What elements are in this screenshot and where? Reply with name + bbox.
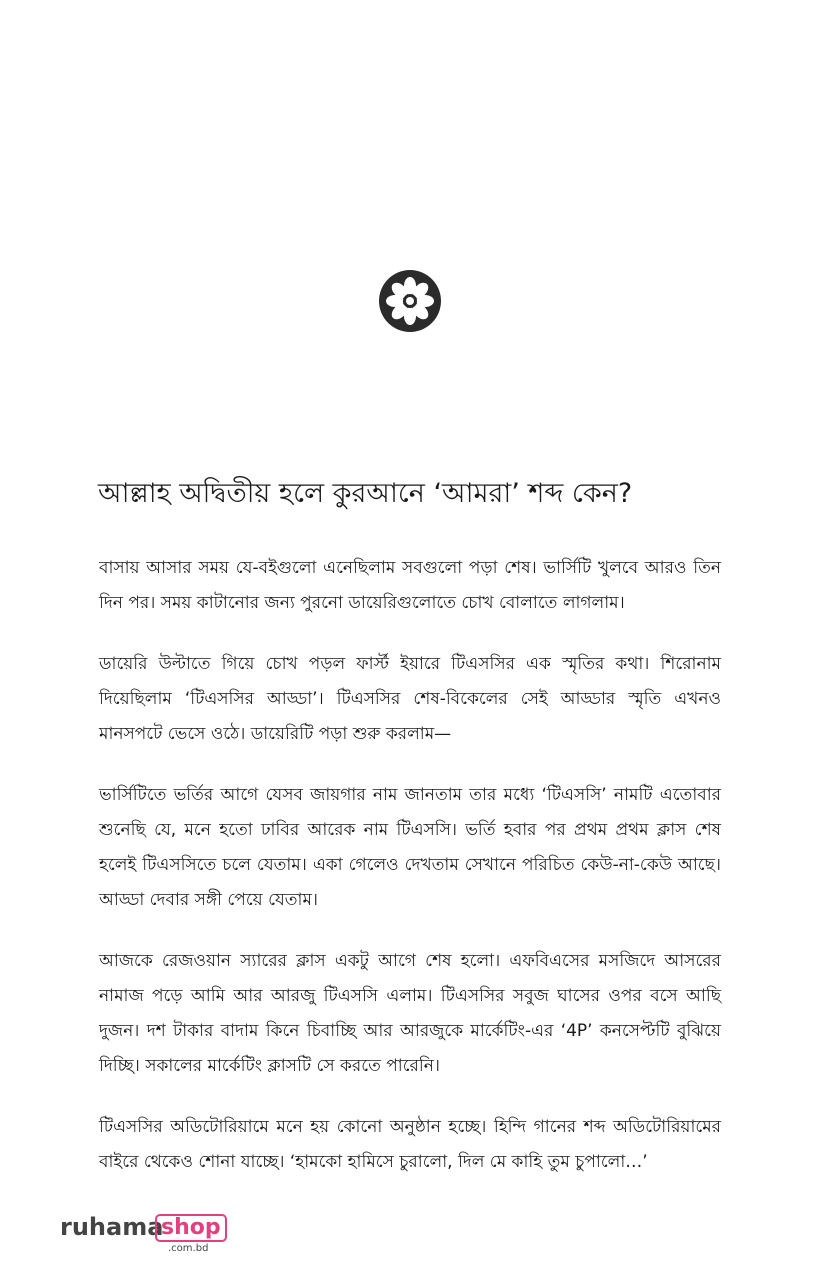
chapter-title: আল্লাহ অদ্বিতীয় হলে কুরআনে ‘আমরা’ শব্দ কেন? bbox=[98, 478, 633, 509]
paragraph-3: ভার্সিটিতে ভর্তির আগে যেসব জায়গার নাম জানতাম তার মধ্যে ‘টিএসসি’ নামটি এতোবার শুনেছি যে, মনে হতো ঢাবির আরেক নাম টিএসসি। ভর্তি হবার পর প্রথম প্রথম ক্লাস শেষ হলেই টিএসসিতে চলে যেতাম। একা গেলেও দেখতাম সেখানে পরিচিত কেউ-না-কেউ আছে। আড্ডা দেবার সঙ্গী পেয়ে যেতাম। bbox=[99, 785, 721, 910]
flower-ornament-icon bbox=[378, 269, 442, 333]
logo-shop: shop bbox=[155, 1214, 227, 1242]
logo-domain: .com.bd bbox=[168, 1243, 209, 1254]
paragraph-1: বাসায় আসার সময় যে-বইগুলো এনেছিলাম সবগুলো পড়া শেষ। ভার্সিটি খুলবে আরও তিন দিন পর। সময় কাটানোর জন্য পুরনো ডায়েরিগুলোতে চোখ বোলাতে লাগলাম। bbox=[99, 558, 721, 613]
paragraph-5: টিএসসির অডিটোরিয়ামে মনে হয় কোনো অনুষ্ঠান হচ্ছে। হিন্দি গানের শব্দ অডিটোরিয়ামের বাইরে থেকেও শোনা যাচ্ছে। ‘হামকো হামিসে চুরালো, দিল মে কাহি তুম চুপালো…’ bbox=[99, 1117, 721, 1172]
ruhama-shop-logo bbox=[60, 1212, 230, 1260]
logo-brand: ruhama bbox=[60, 1213, 164, 1241]
paragraph-4: আজকে রেজওয়ান স্যারের ক্লাস একটু আগে শেষ হলো। এফবিএসের মসজিদে আসরের নামাজ পড়ে আমি আর আরজু টিএসসি এলাম। টিএসসির সবুজ ঘাসের ওপর বসে আছি দুজন। দশ টাকার বাদাম কিনে চিবাচ্ছি আর আরজুকে মার্কেটিং-এর ‘4P’ কনসেপ্টটি বুঝিয়ে দিচ্ছি। সকালের মার্কেটিং ক্লাসটি সে করতে পারেনি। bbox=[99, 951, 721, 1076]
paragraph-2: ডায়েরি উল্টাতে গিয়ে চোখ পড়ল ফার্স্ট ইয়ারে টিএসসির এক স্মৃতির কথা। শিরোনাম দিয়েছিলাম ‘টিএসসির আড্ডা’। টিএসসির শেষ-বিকেলের সেই আড্ডার স্মৃতি এখনও মানসপটে ভেসে ওঠে। ডায়েরিটি পড়া শুরু করলাম— bbox=[99, 654, 721, 744]
body-text bbox=[99, 551, 721, 1206]
